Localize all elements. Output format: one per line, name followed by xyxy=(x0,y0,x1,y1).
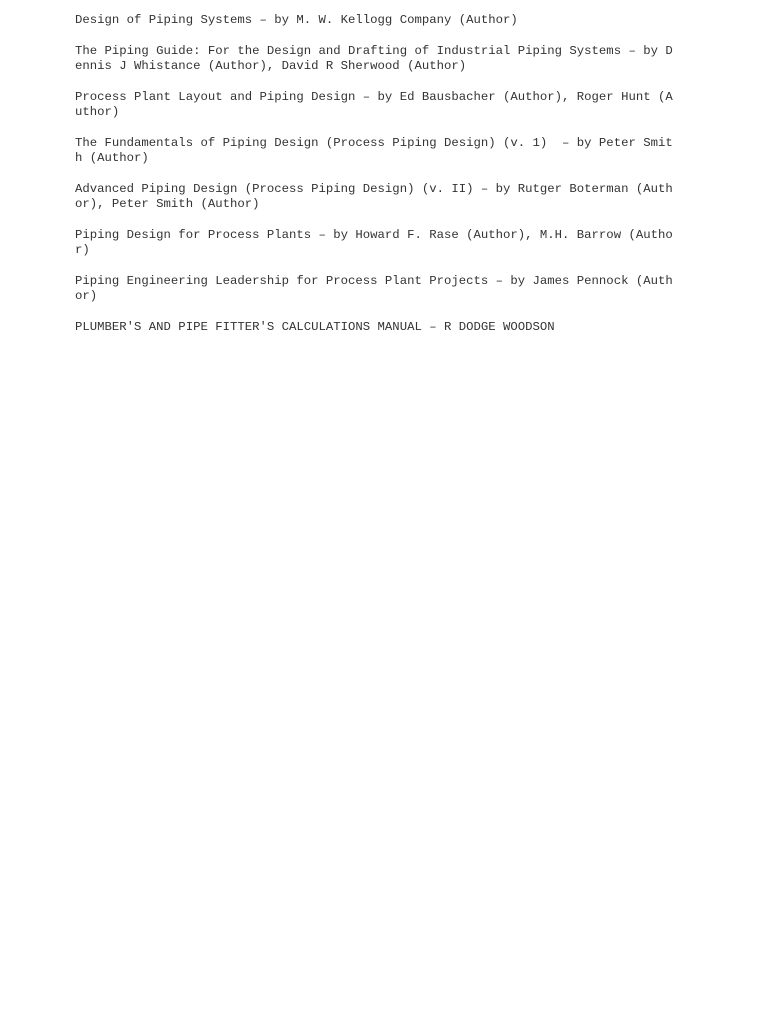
book-entry: Advanced Piping Design (Process Piping Design) (v. II) – by Rutger Boterman (Author), Peter Smith (Author) xyxy=(75,181,673,211)
book-entry: Piping Engineering Leadership for Process Plant Projects – by James Pennock (Author) xyxy=(75,273,673,303)
book-entry: The Piping Guide: For the Design and Drafting of Industrial Piping Systems – by Dennis J Whistance (Author), David R Sherwood (Author) xyxy=(75,43,673,73)
book-entry: The Fundamentals of Piping Design (Process Piping Design) (v. 1) – by Peter Smith (Author) xyxy=(75,135,673,165)
book-entry: PLUMBER'S AND PIPE FITTER'S CALCULATIONS MANUAL – R DODGE WOODSON xyxy=(75,319,555,334)
book-list xyxy=(75,13,675,350)
book-entry: Process Plant Layout and Piping Design – by Ed Bausbacher (Author), Roger Hunt (Author) xyxy=(75,89,673,119)
book-entry: Design of Piping Systems – by M. W. Kellogg Company (Author) xyxy=(75,13,518,27)
book-entry: Piping Design for Process Plants – by Howard F. Rase (Author), M.H. Barrow (Author) xyxy=(75,227,673,257)
